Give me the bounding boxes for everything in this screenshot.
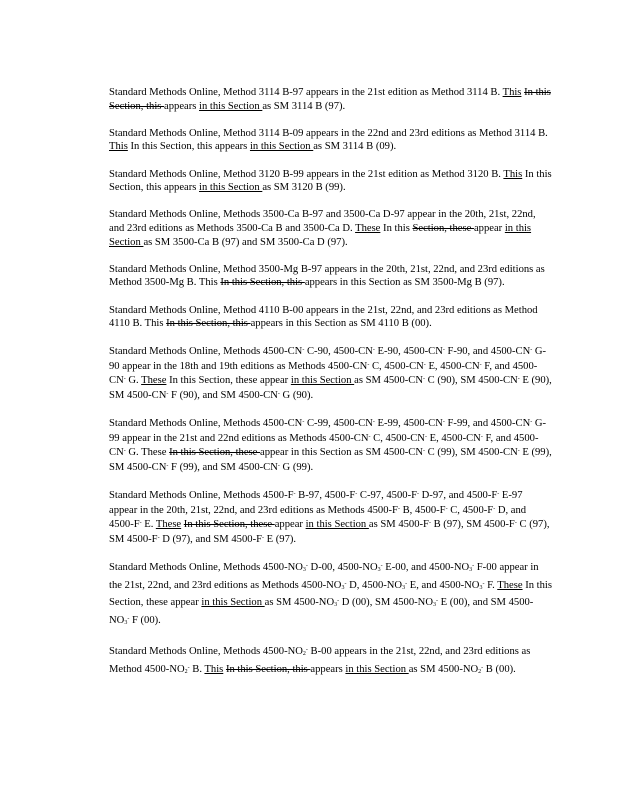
superscript: -	[497, 491, 500, 498]
subscript: 3	[334, 602, 338, 609]
text-run: as SM 3120 B (99).	[262, 182, 346, 194]
text-run: as SM 4500-NO	[264, 597, 335, 609]
deleted-text: In this Section, this	[109, 87, 551, 112]
text-run: Standard Methods Online, Methods 4500-NO	[109, 562, 303, 574]
superscript: -	[472, 563, 475, 570]
subscript: 3	[432, 602, 436, 609]
text-run: C (97), SM 4500-F	[109, 519, 550, 545]
superscript: -	[166, 463, 169, 470]
inserted-text: This	[503, 168, 523, 180]
inserted-text: in this Section	[345, 663, 409, 675]
inserted-text: in this Section	[199, 182, 263, 194]
superscript: -	[344, 580, 347, 587]
text-run: appears in this Section as SM 4110 B (00).	[250, 318, 432, 330]
text-run: Standard Methods Online, Methods 3500-Ca B-97 and 3500-Ca D-97 appear in the 20th, 21st, 22nd, and 23rd editions as Methods 3500-Ca B and 3500-Ca D.	[109, 209, 536, 234]
text-run: F-00 appear in the 21st, 22nd, and 23rd editions as Methods 4500-NO	[109, 562, 539, 591]
inserted-text: This	[502, 87, 522, 98]
superscript: -	[277, 463, 280, 470]
text-run: appear in this Section as SM 4500-CN	[260, 447, 424, 459]
superscript: -	[424, 433, 427, 440]
superscript: -	[372, 419, 375, 426]
text-run: E (90), SM 4500-CN	[109, 375, 552, 402]
superscript: -	[493, 505, 496, 512]
deleted-text: Section, these	[412, 222, 474, 234]
deleted-text: In this Section, this	[225, 663, 311, 675]
text-run: F-99, and 4500-CN	[444, 418, 531, 430]
inserted-text: These	[141, 375, 167, 387]
text-run: G.	[125, 375, 142, 387]
subscript: 3	[377, 567, 381, 574]
text-run: C, 4500-F	[447, 504, 494, 516]
text-run: C-97, 4500-F	[357, 490, 417, 502]
text-run: F (99), and SM 4500-CN	[168, 462, 278, 474]
superscript: -	[482, 580, 485, 587]
text-run: Standard Methods Online, Methods 4500-F	[109, 490, 294, 502]
text-run: G (90).	[279, 390, 314, 402]
superscript: -	[428, 520, 431, 527]
superscript: -	[157, 535, 160, 541]
superscript: -	[305, 647, 308, 654]
text-run: F, and 4500-CN	[109, 432, 539, 459]
subscript: 3	[302, 567, 306, 574]
inserted-text: in this Section	[290, 375, 355, 387]
text-run: E, and 4500-NO	[407, 579, 480, 591]
superscript: -	[514, 520, 517, 527]
text-run: C-99, 4500-CN	[304, 418, 373, 430]
text-run: G-99 appear in the 21st and 22nd editions as Methods 4500-CN	[109, 418, 547, 444]
text-run: D (00), SM 4500-NO	[339, 597, 433, 609]
superscript: -	[367, 361, 370, 368]
text-run: G-90 appear in the 18th and 19th editions as Methods 4500-CN	[109, 346, 547, 372]
text-run: D, 4500-NO	[346, 579, 403, 591]
text-run: F-90, and 4500-CN	[444, 346, 531, 358]
text-run: Standard Methods Online, Method 3120 B-99 appears in the 21st edition as Method 3120 B.	[109, 168, 504, 180]
superscript: -	[442, 347, 445, 354]
text-run: as SM 3114 B (97).	[262, 100, 346, 112]
text-run: F.	[484, 579, 498, 591]
subscript: 2	[184, 668, 188, 675]
text-run: as SM 3500-Ca B (97) and SM 3500-Ca D (97).	[143, 236, 348, 248]
text-run: Standard Methods Online, Methods 4500-CN	[109, 418, 303, 430]
superscript: -	[355, 491, 358, 498]
paragraph	[109, 86, 552, 113]
superscript: -	[435, 598, 438, 605]
superscript: -	[423, 376, 426, 383]
text-run: E-00, and 4500-NO	[382, 562, 470, 574]
superscript: -	[445, 505, 448, 512]
subscript: 3	[469, 567, 473, 574]
subscript: 2	[302, 651, 306, 658]
text-run: E-99, 4500-CN	[374, 418, 443, 430]
superscript: -	[423, 448, 426, 455]
inserted-text: This	[109, 141, 128, 153]
superscript: -	[123, 448, 126, 455]
superscript: -	[481, 664, 484, 671]
deleted-text: In this Section, this	[220, 277, 305, 289]
text-run: D-00, 4500-NO	[307, 562, 378, 574]
paragraph	[109, 488, 552, 546]
text-run: E, 4500-CN	[425, 360, 480, 372]
text-run: In this Section, this appears	[127, 141, 250, 153]
text-run: appear	[473, 222, 505, 234]
text-run: B-97, 4500-F	[295, 490, 356, 502]
text-run: as SM 4500-F	[368, 519, 429, 531]
deleted-text: In this Section, this	[166, 318, 251, 330]
text-run: C, 4500-CN	[370, 432, 425, 444]
superscript: -	[187, 664, 190, 671]
text-run: C-90, 4500-CN	[304, 346, 373, 358]
text-run: D (97), and SM 4500-F	[159, 534, 262, 545]
superscript: -	[139, 520, 142, 527]
subscript: 3	[402, 584, 406, 591]
superscript: -	[166, 391, 169, 398]
text-run: F (00).	[129, 614, 161, 626]
text-run: E-90, 4500-CN	[374, 346, 443, 358]
superscript: -	[480, 433, 483, 440]
subscript: 3	[479, 584, 483, 591]
superscript: -	[397, 505, 400, 512]
text-run: B (00).	[483, 663, 516, 675]
text-run: C, 4500-CN	[369, 360, 424, 372]
text-run: B.	[189, 663, 205, 675]
superscript: -	[123, 376, 126, 383]
superscript: -	[442, 419, 445, 426]
superscript: -	[530, 347, 533, 354]
paragraph	[109, 560, 552, 630]
superscript: -	[423, 361, 426, 368]
inserted-text: These	[155, 519, 182, 531]
paragraph	[109, 127, 552, 154]
superscript: -	[380, 563, 383, 570]
superscript: -	[261, 535, 264, 541]
paragraph	[109, 263, 552, 290]
paragraph	[109, 344, 552, 402]
inserted-text: in this Section	[305, 519, 369, 531]
text-run: B (97), SM 4500-F	[430, 519, 515, 531]
superscript: -	[277, 391, 280, 398]
paragraph	[109, 416, 552, 474]
superscript: -	[405, 580, 408, 587]
text-run: Standard Methods Online, Method 4110 B-00 appears in the 21st, 22nd, and 23rd editions as Method 4110 B. This	[109, 304, 538, 330]
text-run: D-97, and 4500-F	[419, 490, 498, 502]
text-run: Standard Methods Online, Methods 4500-NO	[109, 646, 303, 658]
text-run: E.	[141, 519, 156, 531]
superscript: -	[337, 598, 340, 605]
text-run: B, 4500-F	[399, 504, 446, 516]
paragraph	[109, 168, 552, 195]
text-run: In this Section, these appear	[166, 375, 291, 387]
text-run: D, and 4500-F	[109, 504, 527, 531]
text-run: as SM 4500-CN	[354, 375, 424, 387]
document-page	[109, 86, 552, 693]
deleted-text: In this Section, these	[169, 447, 260, 459]
paragraph	[109, 304, 552, 331]
text-run: In this Section, these appear	[109, 579, 552, 609]
inserted-text: in this Section	[109, 222, 532, 248]
text-run: In this	[380, 222, 413, 234]
inserted-text: These	[355, 222, 381, 234]
subscript: 3	[124, 619, 128, 626]
text-run: E, 4500-CN	[426, 432, 481, 444]
text-run: E (97).	[263, 534, 297, 545]
text-run: C (90), SM 4500-CN	[425, 375, 518, 387]
superscript: -	[305, 563, 308, 570]
superscript: -	[479, 361, 482, 368]
text-run: F (90), and SM 4500-CN	[168, 390, 278, 402]
text-run: In this Section, this appears	[109, 168, 552, 194]
superscript: -	[517, 448, 520, 455]
text-run: Standard Methods Online, Method 3114 B-09 appears in the 22nd and 23rd editions as Method 3114 B.	[109, 127, 548, 139]
superscript: -	[127, 615, 130, 622]
subscript: 3	[341, 584, 345, 591]
inserted-text: in this Section	[201, 597, 265, 609]
text-run: B-00 appears in the 21st, 22nd, and 23rd editions as Method 4500-NO	[109, 646, 531, 675]
superscript: -	[368, 433, 371, 440]
text-run: appears	[310, 663, 346, 675]
text-run: E (99), SM 4500-CN	[109, 447, 552, 474]
paragraph	[109, 208, 552, 249]
superscript: -	[302, 419, 305, 426]
superscript: -	[372, 347, 375, 354]
text-run: G (99).	[279, 462, 314, 474]
deleted-text: In this Section, these	[183, 519, 275, 531]
inserted-text: in this Section	[249, 141, 314, 153]
superscript: -	[417, 491, 419, 498]
superscript: -	[302, 347, 305, 354]
superscript: -	[517, 376, 520, 383]
subscript: 2	[478, 668, 482, 675]
text-run: E (00), and SM 4500-NO	[109, 597, 534, 626]
inserted-text: in this Section	[199, 100, 263, 112]
text-run: appears	[164, 100, 200, 112]
text-run: Standard Methods Online, Method 3114 B-97 appears in the 21st edition as Method 3114 B.	[109, 87, 503, 98]
text-run: as SM 3114 B (09).	[313, 141, 397, 153]
text-run: appear	[274, 519, 306, 531]
text-run: Standard Methods Online, Method 3500-Mg B-97 appears in the 20th, 21st, 22nd, and 23rd editions as Method 3500-Mg B. This	[109, 263, 545, 289]
text-run: E-97 appear in the 20th, 21st, 22nd, and 23rd editions as Methods 4500-F	[109, 490, 523, 516]
text-run: appears in this Section as SM 3500-Mg B (97).	[304, 277, 505, 289]
superscript: -	[293, 491, 296, 498]
text-run: C (99), SM 4500-CN	[425, 447, 518, 459]
text-run: G. These	[125, 447, 170, 459]
inserted-text: This	[204, 663, 224, 675]
paragraph	[109, 644, 552, 679]
superscript: -	[530, 419, 533, 426]
text-run: Standard Methods Online, Methods 4500-CN	[109, 346, 303, 358]
text-run: as SM 4500-NO	[408, 663, 479, 675]
inserted-text: These	[497, 579, 523, 591]
text-run: F, and 4500-CN	[109, 360, 538, 387]
